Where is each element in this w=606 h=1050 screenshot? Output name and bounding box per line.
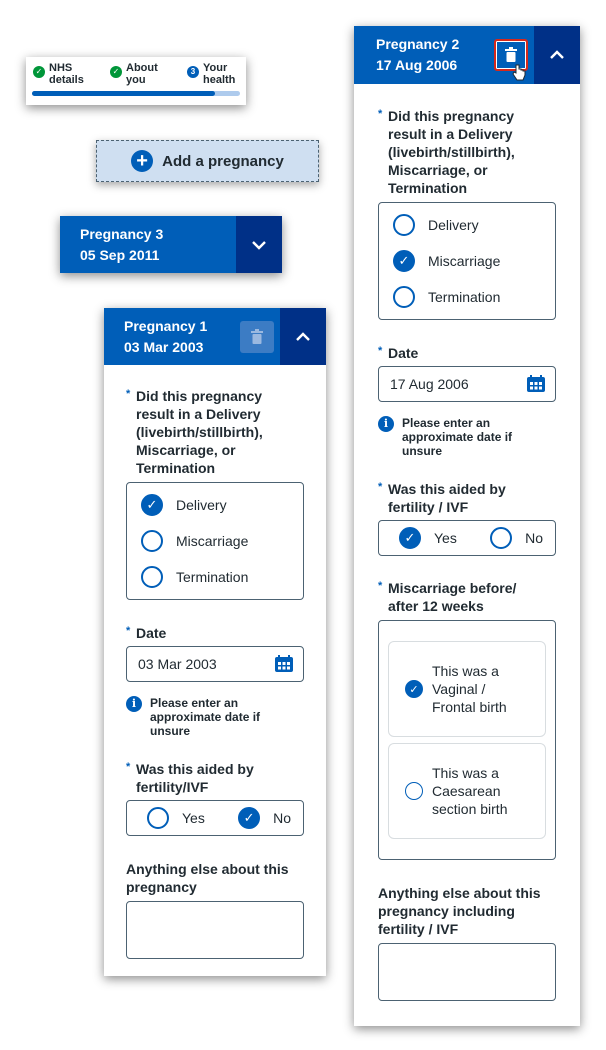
pregnancy-3-card bbox=[60, 216, 282, 273]
delete-button[interactable] bbox=[240, 321, 274, 353]
progress-track bbox=[32, 91, 240, 96]
ivf-no-radio[interactable]: ✓ No bbox=[238, 807, 291, 829]
date-label: * Date bbox=[378, 345, 419, 361]
radio-icon bbox=[141, 530, 163, 552]
pregnancy-1-card bbox=[104, 308, 326, 976]
pregnancy-title: Pregnancy 3 bbox=[80, 226, 164, 242]
outcome-delivery-radio[interactable]: Delivery bbox=[393, 207, 541, 243]
trash-icon bbox=[250, 329, 264, 345]
calendar-icon[interactable] bbox=[274, 655, 294, 673]
plus-circle-icon: + bbox=[131, 150, 153, 172]
date-input[interactable]: 17 Aug 2006 bbox=[378, 366, 556, 402]
check-circle-icon: ✓ bbox=[33, 66, 45, 78]
info-icon: i bbox=[126, 696, 142, 712]
radio-icon bbox=[393, 286, 415, 308]
pregnancy-date: 03 Mar 2003 bbox=[124, 339, 204, 355]
trash-icon bbox=[504, 47, 518, 63]
checked-radio-icon: ✓ bbox=[141, 494, 163, 516]
vaginal-birth-option[interactable]: ✓ This was a Vaginal / Frontal birth bbox=[388, 641, 546, 737]
outcome-termination-radio[interactable]: Termination bbox=[141, 559, 289, 595]
checked-radio-icon: ✓ bbox=[393, 250, 415, 272]
step-label: Your health bbox=[203, 62, 236, 86]
ivf-question: * Was this aided by fertility / IVF bbox=[378, 481, 506, 515]
step-label: NHS details bbox=[49, 62, 84, 86]
outcome-miscarriage-radio[interactable]: Miscarriage bbox=[141, 523, 289, 559]
birth-type-group bbox=[378, 620, 556, 860]
date-label: * Date bbox=[126, 625, 167, 641]
anything-else-textarea[interactable] bbox=[126, 901, 304, 959]
add-pregnancy-label: Add a pregnancy bbox=[162, 152, 284, 170]
progress-fill bbox=[32, 91, 215, 96]
outcome-question: * Did this pregnancy result in a Delivery (livebirth/stillbirth), Miscarriage, or Termination bbox=[378, 108, 515, 196]
ivf-question: * Was this aided by fertility/IVF bbox=[126, 761, 254, 795]
pregnancy-date: 05 Sep 2011 bbox=[80, 247, 160, 263]
date-hint: i Please enter an approximate date if unsure bbox=[126, 696, 304, 738]
pregnancy-2-card bbox=[354, 26, 580, 1026]
step-your-health bbox=[187, 62, 239, 86]
step-nhs-details bbox=[33, 62, 89, 86]
chevron-down-icon bbox=[251, 240, 267, 250]
anything-else-label: Anything else about this pregnancy including fertility / IVF bbox=[378, 885, 541, 937]
pregnancy-date: 17 Aug 2006 bbox=[376, 57, 458, 73]
date-input[interactable]: 03 Mar 2003 bbox=[126, 646, 304, 682]
step-label: About you bbox=[126, 62, 158, 86]
outcome-question: * Did this pregnancy result in a Delivery (livebirth/stillbirth), Miscarriage, or Termination bbox=[126, 388, 263, 476]
step-about-you bbox=[110, 62, 166, 86]
checked-radio-icon: ✓ bbox=[399, 527, 421, 549]
checked-radio-icon: ✓ bbox=[405, 680, 423, 698]
radio-icon bbox=[141, 566, 163, 588]
ivf-yes-radio[interactable]: Yes bbox=[147, 807, 205, 829]
calendar-icon[interactable] bbox=[526, 375, 546, 393]
check-circle-icon: ✓ bbox=[110, 66, 122, 78]
pregnancy-title: Pregnancy 2 bbox=[376, 36, 460, 52]
add-pregnancy-button[interactable] bbox=[96, 140, 319, 182]
outcome-radio-group bbox=[126, 482, 304, 600]
outcome-miscarriage-radio[interactable]: ✓ Miscarriage bbox=[393, 243, 541, 279]
collapse-toggle[interactable] bbox=[534, 26, 580, 84]
step-number-badge: 3 bbox=[187, 66, 199, 78]
outcome-delivery-radio[interactable]: ✓ Delivery bbox=[141, 487, 289, 523]
hand-cursor-icon bbox=[512, 64, 526, 82]
ivf-no-radio[interactable]: No bbox=[490, 527, 543, 549]
radio-icon bbox=[490, 527, 512, 549]
anything-else-textarea[interactable] bbox=[378, 943, 556, 1001]
info-icon: i bbox=[378, 416, 394, 432]
progress-indicator bbox=[26, 57, 246, 105]
caesarean-birth-option[interactable]: This was a Caesarean section birth bbox=[388, 743, 546, 839]
anything-else-label: Anything else about this pregnancy bbox=[126, 861, 289, 895]
ivf-radio-group bbox=[126, 800, 304, 836]
ivf-yes-radio[interactable]: ✓ Yes bbox=[399, 527, 457, 549]
pregnancy-title: Pregnancy 1 bbox=[124, 318, 208, 334]
date-hint: i Please enter an approximate date if unsure bbox=[378, 416, 556, 458]
miscarriage-question: * Miscarriage before/ after 12 weeks bbox=[378, 580, 517, 614]
checked-radio-icon: ✓ bbox=[238, 807, 260, 829]
outcome-radio-group bbox=[378, 202, 556, 320]
chevron-up-icon bbox=[295, 332, 311, 342]
outcome-termination-radio[interactable]: Termination bbox=[393, 279, 541, 315]
radio-icon bbox=[147, 807, 169, 829]
radio-icon bbox=[405, 782, 423, 800]
collapse-toggle[interactable] bbox=[280, 308, 326, 365]
chevron-up-icon bbox=[549, 50, 565, 60]
radio-icon bbox=[393, 214, 415, 236]
ivf-radio-group bbox=[378, 520, 556, 556]
expand-toggle[interactable] bbox=[236, 216, 282, 273]
